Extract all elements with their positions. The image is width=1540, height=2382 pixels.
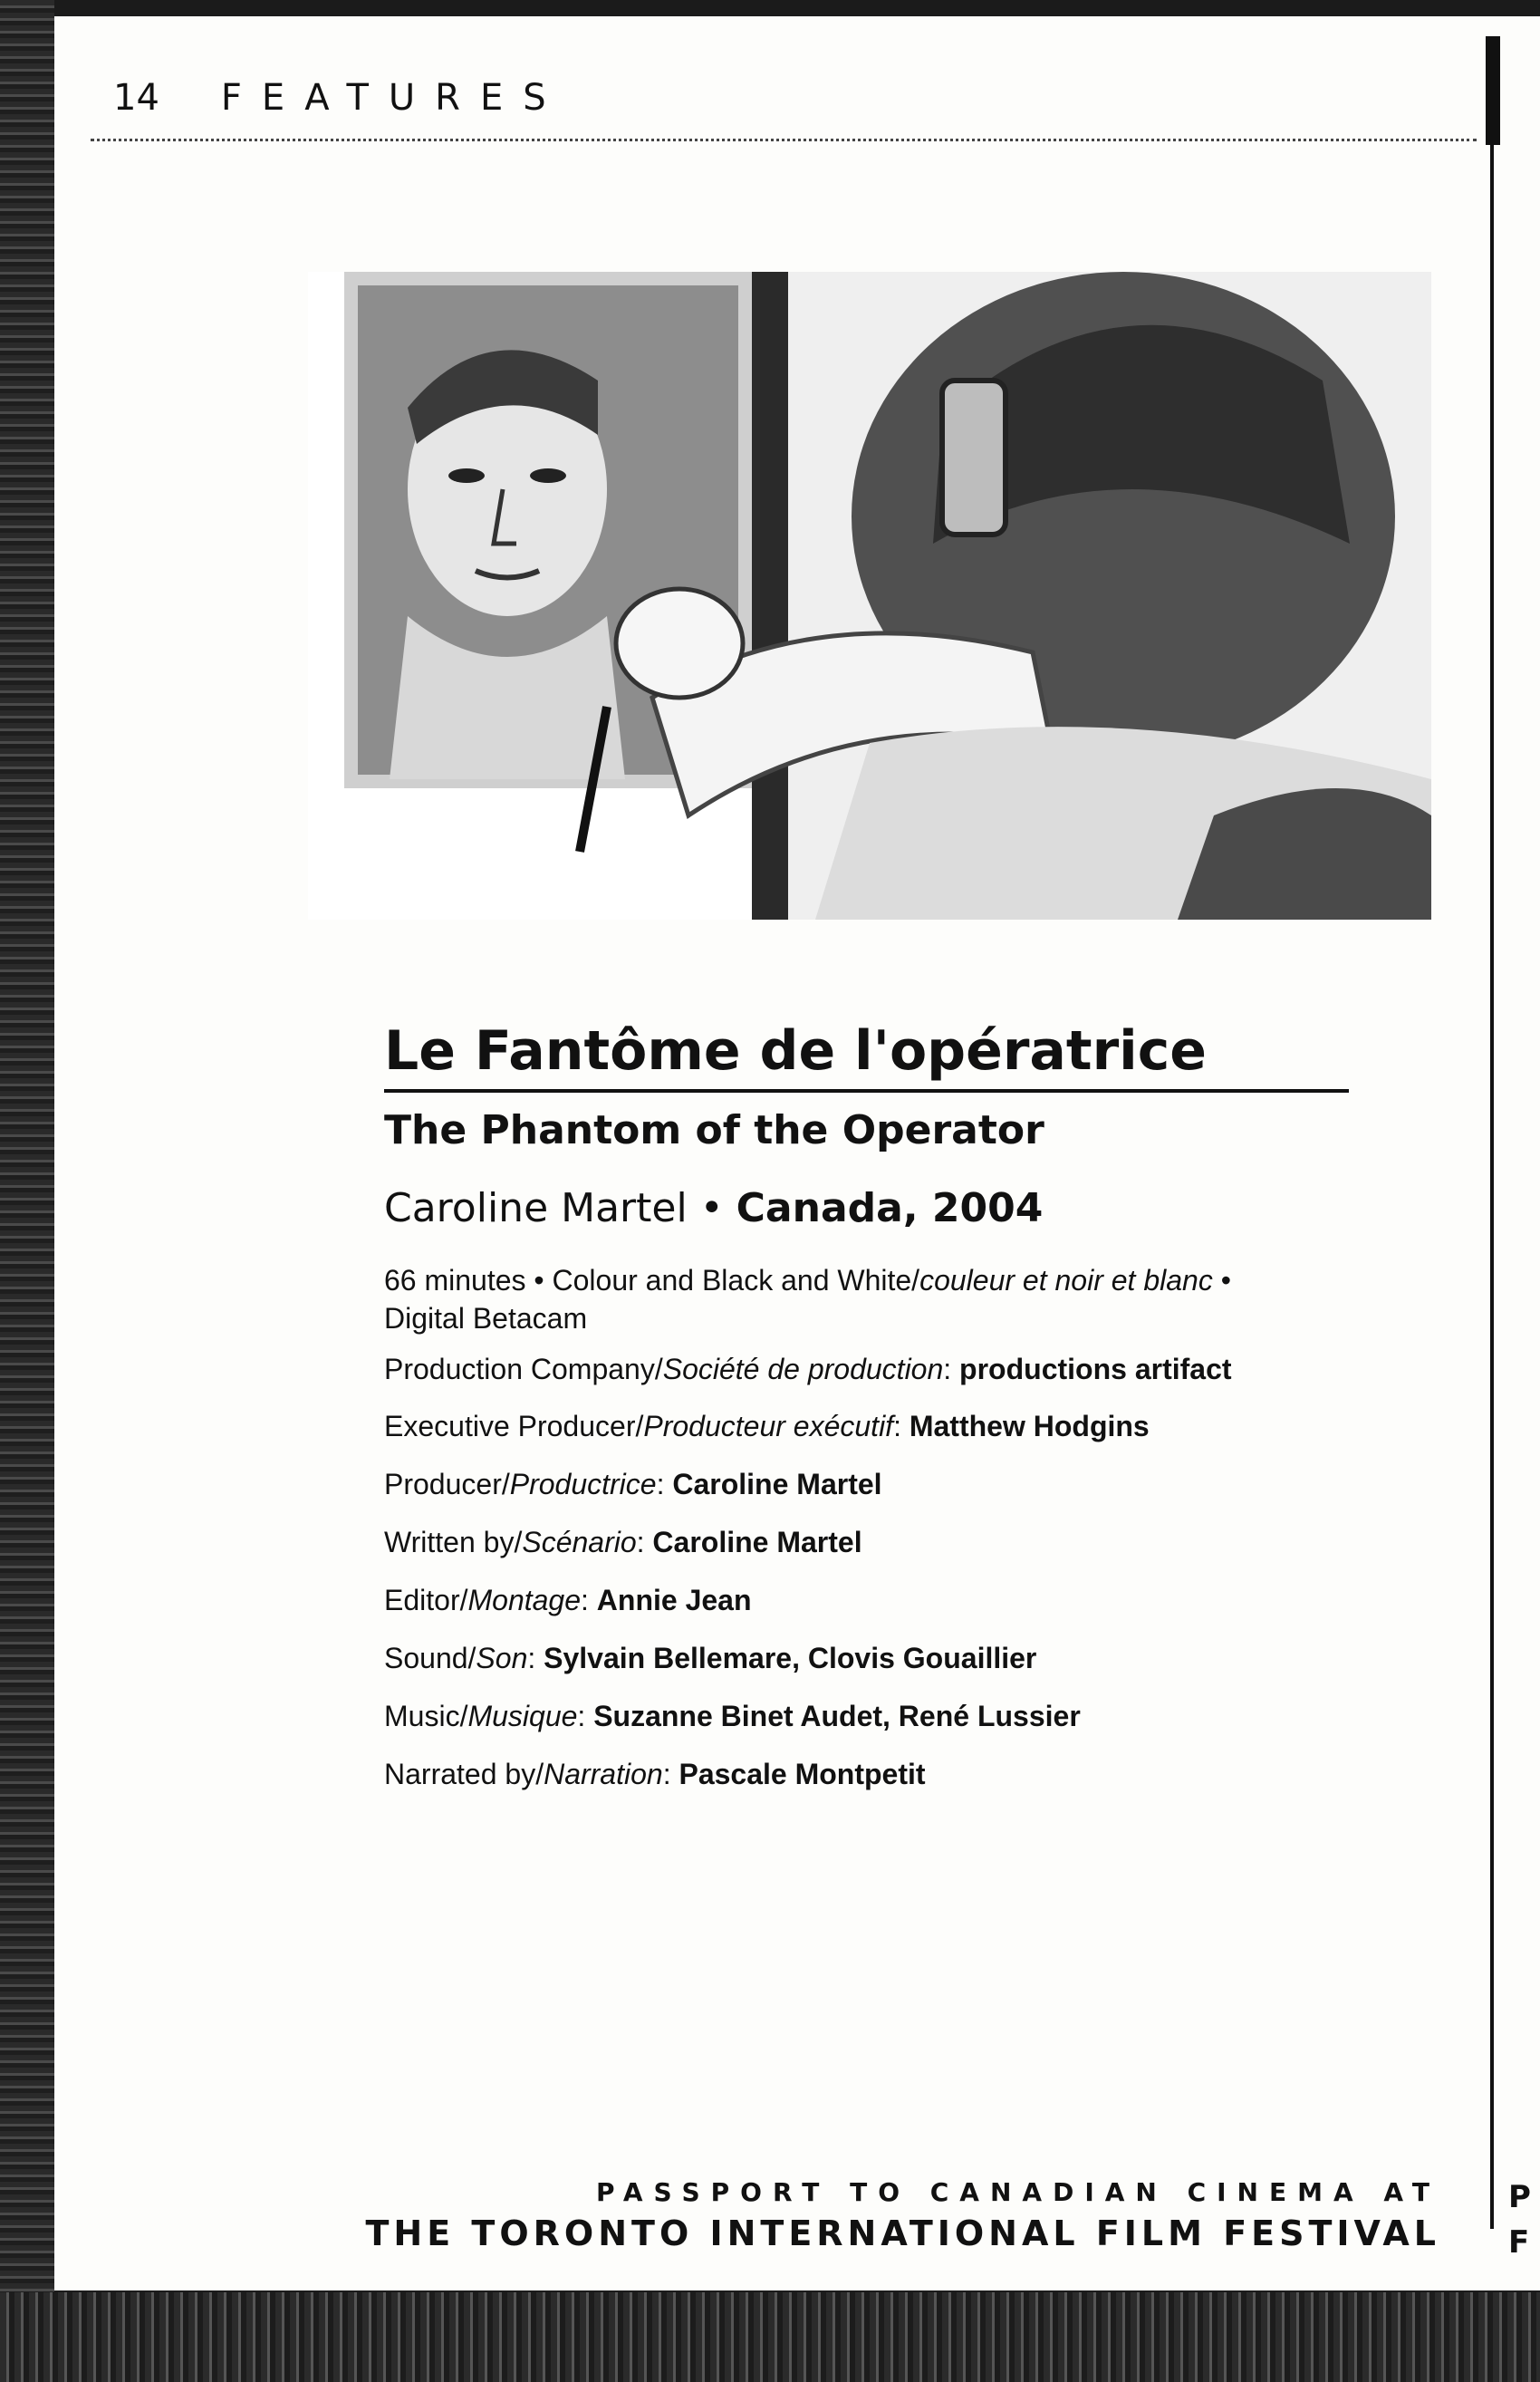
credit-writer: Written by/Scénario: Caroline Martel (384, 1526, 862, 1558)
technical-specs (384, 1261, 1362, 1337)
credit-role-fr: Son (476, 1642, 528, 1674)
country-year: Canada, 2004 (736, 1185, 1044, 1231)
credit-role-fr: Productrice (509, 1468, 657, 1500)
page-number: 14 (113, 77, 159, 119)
runtime: 66 minutes (384, 1264, 526, 1297)
credit-name: Suzanne Binet Audet, René Lussier (593, 1700, 1081, 1732)
credit-producer: Producer/Productrice: Caroline Martel (384, 1468, 882, 1500)
credit-role-fr: Montage (467, 1584, 582, 1616)
film-still-photo (308, 272, 1431, 920)
film-title-french: Le Fantôme de l'opératrice (384, 1019, 1207, 1083)
adjacent-page-letters (1508, 2175, 1535, 2265)
director-country-line (384, 1181, 1344, 1236)
page-footer (366, 2175, 1440, 2256)
credit-executive-producer: Executive Producer/Producteur exécutif: Matthew Hodgins (384, 1410, 1150, 1442)
spec-bullet-2: • (1220, 1264, 1231, 1297)
credit-role-fr: Société de production (662, 1353, 944, 1385)
credit-role: Sound/ (384, 1642, 476, 1674)
credit-name: Pascale Montpetit (679, 1758, 926, 1790)
section-title: FEATURES (220, 77, 566, 119)
credit-role: Narrated by/ (384, 1758, 544, 1790)
credit-music: Music/Musique: Suzanne Binet Audet, René Lussier (384, 1700, 1081, 1732)
title-underline (384, 1089, 1349, 1093)
header-divider (91, 139, 1477, 141)
adjacent-letter-2: F (1508, 2224, 1534, 2261)
adjacent-page-strip (1468, 16, 1540, 2290)
credit-sound: Sound/Son: Sylvain Bellemare, Clovis Gouaillier (384, 1642, 1037, 1674)
credit-name: Caroline Martel (652, 1526, 862, 1558)
credit-role: Production Company/ (384, 1353, 663, 1385)
spec-bullet-1: • (534, 1264, 544, 1297)
credit-name: Caroline Martel (672, 1468, 882, 1500)
scan-edge-bottom (0, 2292, 1540, 2382)
scan-edge-left (0, 0, 54, 2382)
credit-name: Sylvain Bellemare, Clovis Gouaillier (544, 1642, 1037, 1674)
film-title-block (384, 1015, 1344, 1236)
credit-role: Written by/ (384, 1526, 523, 1558)
credit-production-company: Production Company/Société de production: productions artifact (384, 1353, 1232, 1385)
director-name: Caroline Martel (384, 1185, 688, 1231)
credit-name: Matthew Hodgins (909, 1410, 1150, 1442)
credit-name: Annie Jean (596, 1584, 752, 1616)
director-separator: • (699, 1185, 724, 1231)
colour-english: Colour and Black and White/ (552, 1264, 920, 1297)
credit-role-fr: Scénario (522, 1526, 637, 1558)
credit-role: Editor/ (384, 1584, 468, 1616)
credit-role: Executive Producer/ (384, 1410, 644, 1442)
footer-tagline: PASSPORT TO CANADIAN CINEMA AT (595, 2177, 1440, 2207)
credit-narrator: Narrated by/Narration: Pascale Montpetit (384, 1758, 926, 1790)
film-title-english: The Phantom of the Operator (384, 1107, 1044, 1153)
colour-french: couleur et noir et blanc (919, 1264, 1213, 1297)
credit-role-fr: Producteur exécutif (643, 1410, 894, 1442)
credit-role: Music/ (384, 1700, 468, 1732)
adjacent-page-bar (1486, 36, 1500, 145)
film-still-illustration (308, 272, 1431, 920)
credit-editor: Editor/Montage: Annie Jean (384, 1584, 752, 1616)
format: Digital Betacam (384, 1302, 588, 1335)
footer-festival-name: THE TORONTO INTERNATIONAL FILM FESTIVAL (365, 2213, 1440, 2253)
adjacent-page-rule (1490, 145, 1494, 2229)
adjacent-letter-1: P (1508, 2179, 1535, 2215)
page-header (113, 77, 566, 119)
credit-role-fr: Narration (544, 1758, 663, 1790)
credit-role: Producer/ (384, 1468, 510, 1500)
credit-name: productions artifact (959, 1353, 1232, 1385)
credit-role-fr: Musique (467, 1700, 578, 1732)
